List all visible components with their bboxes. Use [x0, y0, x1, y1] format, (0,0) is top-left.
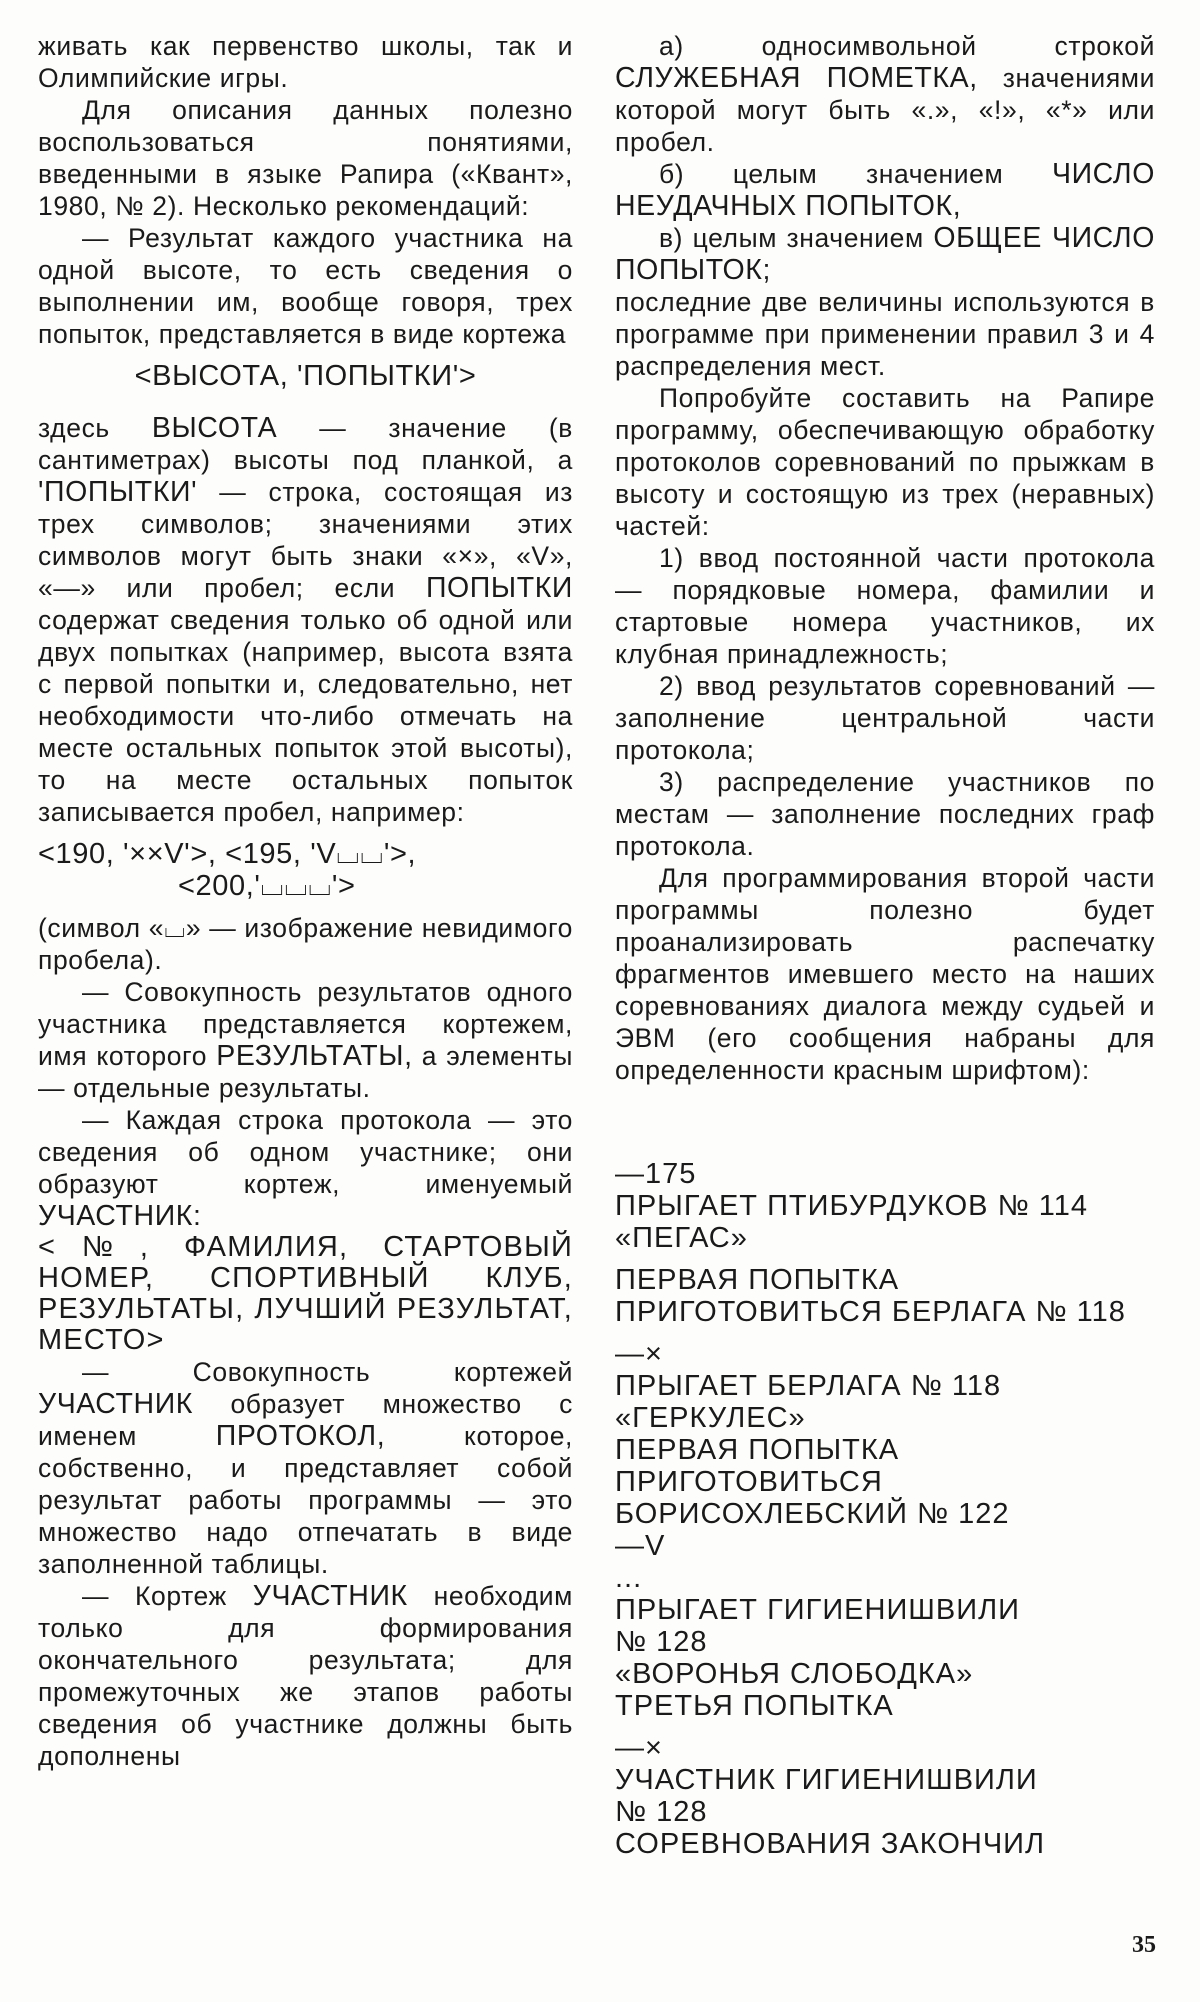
dialog-line: —× [615, 1732, 663, 1764]
dialog-line: ПРИГОТОВИТЬСЯ [615, 1466, 883, 1498]
left-paragraph-2: Для описания данных полезно воспользоваться понятиями, введенными в языке Рапира («Квант», 1980, № 2). Несколько рекомендаций: [38, 95, 573, 221]
text: необходим только для формирования окончательного результата; для промежуточных же этапов работы сведения об участнике должны быть дополнены [38, 1581, 573, 1771]
item-c [615, 222, 1155, 286]
term-obshchee-chislo: ОБЩЕЕ ЧИСЛО ПОПЫТОК; [615, 222, 1155, 286]
formula-height-attempts: <ВЫСОТА, 'ПОПЫТКИ'> [134, 360, 477, 392]
dialog-line: —× [615, 1338, 663, 1370]
dialog-line: ... [615, 1562, 643, 1594]
left-paragraph-5: (символ «⌴» — изображение невидимого пробела). [38, 913, 573, 975]
dialog-line: «ГЕРКУЛЕС» [615, 1402, 806, 1434]
text: значениями которой могут быть «.», «!», «*» или пробел. [615, 63, 1155, 157]
dialog-line: «ВОРОНЬЯ СЛОБОДКА» [615, 1658, 974, 1690]
left-paragraph-1: живать как первенство школы, так и Олимпийские игры. [38, 31, 573, 93]
dialog-line: СОРЕВНОВАНИЯ ЗАКОНЧИЛ [615, 1828, 1046, 1860]
page-number: 35 [1132, 1932, 1156, 1958]
text: в) целым значением [659, 223, 924, 253]
right-paragraph-2: Для программирования второй части программы полезно будет проанализировать распечатку фрагментов имевшего место на наших соревнованиях диалога между судьей и ЭВМ (его сообщения набраны для определенности красным шрифтом): [615, 863, 1155, 1085]
text: образует множество с именем [38, 1389, 573, 1451]
text: а) односимвольной строкой [659, 31, 1155, 61]
text: здесь [38, 413, 110, 443]
dialog-line: ПРЫГАЕТ ГИГИЕНИШВИЛИ [615, 1594, 1020, 1626]
dialog-line: УЧАСТНИК ГИГИЕНИШВИЛИ [615, 1764, 1038, 1796]
dialog-line: ПРЫГАЕТ БЕРЛАГА № 118 [615, 1370, 1002, 1402]
term-uchastnik: УЧАСТНИК: [38, 1200, 202, 1232]
dialog-line: ПЕРВАЯ ПОПЫТКА [615, 1264, 900, 1296]
text: а элементы — отдельные результаты. [38, 1041, 573, 1103]
dialog-listing [615, 1158, 1175, 1860]
list-item-1: 1) ввод постоянной части протокола — порядковые номера, фамилии и стартовые номера участников, их клубная принадлежность; [615, 543, 1155, 669]
dialog-line: —175 [615, 1158, 697, 1190]
formula-participant: <№, ФАМИЛИЯ, СТАРТОВЫЙ НОМЕР, СПОРТИВНЫЙ КЛУБ, РЕЗУЛЬТАТЫ, ЛУЧШИЙ РЕЗУЛЬТАТ, МЕСТО> [38, 1231, 573, 1356]
term-popytki-2: ПОПЫТКИ [425, 572, 573, 604]
left-paragraph-3: — Результат каждого участника на одной высоте, то есть сведения о выполнении им, вообще говоря, трех попыток, представляется в виде кортежа [38, 223, 573, 349]
left-paragraph-6 [38, 976, 573, 1104]
dialog-line: ПРЫГАЕТ ПТИБУРДУКОВ № 114 [615, 1190, 1088, 1222]
right-paragraph-1: Попробуйте составить на Рапире программу, обеспечивающую обработку протоколов соревнований по прыжкам в высоту и состоящую из трех (неравных) частей: [615, 383, 1155, 541]
left-paragraph-8 [38, 1356, 573, 1580]
text: — Кортеж [82, 1581, 227, 1611]
left-paragraph-9 [38, 1580, 573, 1772]
term-uchastnik-3: УЧАСТНИК [252, 1580, 408, 1612]
term-protokol: ПРОТОКОЛ, [215, 1420, 386, 1452]
item-c-note: последние две величины используются в программе при применении правил 3 и 4 распределения мест. [615, 287, 1155, 381]
list-item-3: 3) распределение участников по местам — заполнение последних граф протокола. [615, 767, 1155, 861]
formula-example [38, 838, 573, 902]
term-popytki: 'ПОПЫТКИ' [38, 476, 198, 508]
term-sluzhebnaya-pometka: СЛУЖЕБНАЯ ПОМЕТКА, [615, 62, 978, 94]
left-column [38, 30, 573, 1772]
right-column [615, 30, 1155, 1086]
term-vysota: ВЫСОТА [151, 412, 278, 444]
item-a [615, 30, 1155, 158]
left-paragraph-4 [38, 412, 573, 828]
dialog-line: № 128 [615, 1626, 708, 1658]
text: содержат сведения только об одной или двух попытках (например, высота взята с первой попытки и, следовательно, нет необходимости что-либо отмечать на месте остальных попыток этой высоты), то на месте остальных попыток записывается пробел, например: [38, 605, 573, 827]
term-rezultaty: РЕЗУЛЬТАТЫ, [216, 1040, 413, 1072]
text: — строка, состоящая из трех символов; значениями этих символов могут быть знаки «×», «V», «—» или пробел; если [38, 477, 573, 603]
term-chislo-neudachnyh: ЧИСЛО НЕУДАЧНЫХ ПОПЫТОК, [615, 158, 1155, 222]
dialog-line: № 128 [615, 1796, 708, 1828]
dialog-line: БОРИСОХЛЕБСКИЙ № 122 [615, 1498, 1010, 1530]
formula-example-line-1: <190, '××V'>, <195, 'V⌴⌴'>, [38, 838, 417, 870]
item-b [615, 158, 1155, 222]
text: б) целым значением [659, 159, 1004, 189]
dialog-line: ТРЕТЬЯ ПОПЫТКА [615, 1690, 894, 1722]
text: которое, собственно, и представляет собой результат работы программы — это множество надо отпечатать в виде заполненной таблицы. [38, 1421, 574, 1579]
dialog-line: «ПЕГАС» [615, 1222, 748, 1254]
text: — Совокупность кортежей [82, 1357, 573, 1387]
text: — значение (в сантиметрах) высоты под планкой, а [38, 413, 573, 475]
dialog-line: ПЕРВАЯ ПОПЫТКА [615, 1434, 900, 1466]
text: — Каждая строка протокола — это сведения об одном участнике; они образуют кортеж, именуемый [38, 1105, 573, 1199]
text: — Совокупность результатов одного участника представляется кортежем, имя которого [38, 977, 573, 1071]
dialog-line: ПРИГОТОВИТЬСЯ БЕРЛАГА № 118 [615, 1296, 1126, 1328]
term-uchastnik-2: УЧАСТНИК [38, 1388, 193, 1420]
left-paragraph-7 [38, 1104, 573, 1232]
formula-example-line-2: <200,'⌴⌴⌴'> [178, 870, 356, 902]
list-item-2: 2) ввод результатов соревнований — заполнение центральной части протокола; [615, 671, 1155, 765]
dialog-line: —V [615, 1530, 666, 1562]
